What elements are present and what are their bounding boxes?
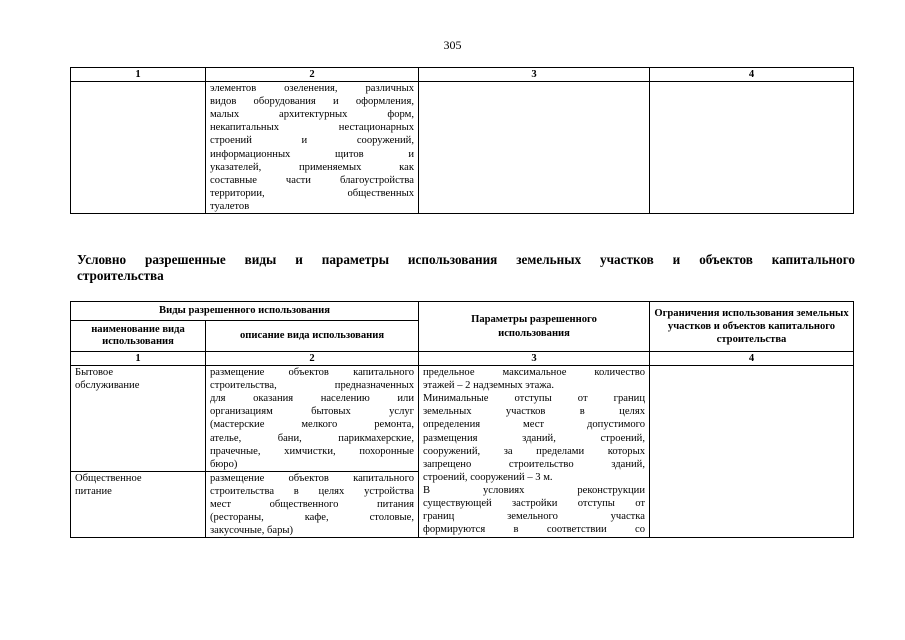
text-line: земельных участков в целях	[423, 406, 645, 418]
use-name: Общественное питание	[71, 471, 206, 537]
text-line: для оказания населению или	[210, 393, 414, 405]
text-line: организациям бытовых услуг	[210, 406, 414, 418]
column-number: 1	[71, 68, 206, 82]
limits-cell	[650, 366, 854, 538]
column-number: 1	[71, 352, 206, 366]
column-number: 3	[419, 352, 650, 366]
header-description: описание вида использования	[206, 321, 419, 352]
column-number: 2	[206, 68, 419, 82]
text-line: составные части благоустройства	[210, 174, 414, 186]
text-line: территории, общественных	[210, 187, 414, 199]
column-number: 4	[650, 352, 854, 366]
text-line: Минимальные отступы от границ	[423, 393, 645, 405]
text-line: бюро)	[210, 458, 238, 470]
header-group: Виды разрешенного использования	[71, 302, 419, 321]
text-line: (мастерские мелкого ремонта,	[210, 419, 414, 431]
params-cell	[419, 366, 650, 538]
heading-line: Условно разрешенные виды и параметры использования земельных участков и объектов капитального	[77, 252, 855, 267]
column-number-row	[71, 352, 854, 366]
use-description	[206, 471, 419, 537]
text-line: информационных щитов и	[210, 148, 414, 160]
text-line: границ земельного участка	[423, 511, 645, 523]
header-limits: Ограничения использования земельных участков и объектов капитального строительства	[650, 302, 854, 352]
description-cell	[206, 82, 419, 214]
text-line: ателье, бани, парикмахерские,	[210, 432, 414, 444]
text-line: сооружений, за пределами которых	[423, 445, 645, 457]
column-number: 2	[206, 352, 419, 366]
text-line: строительства, предназначенных	[210, 380, 414, 392]
text-line: предельное максимальное количество	[423, 367, 645, 379]
text-line: формируются в соответствии со	[423, 524, 645, 536]
text-line: малых архитектурных форм,	[210, 109, 414, 121]
text-line: размещение объектов капитального	[210, 472, 414, 484]
section-heading	[77, 252, 855, 284]
limits-cell	[650, 82, 854, 214]
text-line: некапитальных нестационарных	[210, 122, 414, 134]
page-number: 305	[443, 38, 462, 52]
column-number: 3	[419, 68, 650, 82]
heading-line: строительства	[77, 268, 164, 283]
text-line: определения мест допустимого	[423, 419, 645, 431]
text-line: этажей – 2 надземных этажа.	[423, 380, 554, 392]
text-line: туалетов	[210, 200, 250, 212]
header-name: наименование вида использования	[71, 321, 206, 352]
text-line: мест общественного питания	[210, 499, 414, 511]
column-number-row	[71, 68, 854, 82]
text-line: элементов озеленения, различных	[210, 83, 414, 95]
table-row	[71, 82, 854, 214]
column-number: 4	[650, 68, 854, 82]
text-line: В условиях реконструкции	[423, 484, 645, 496]
params-cell	[419, 82, 650, 214]
text-line: размещение объектов капитального	[210, 367, 414, 379]
header-row	[71, 302, 854, 321]
continuation-table	[70, 67, 854, 214]
text-line: строений, сооружений – 3 м.	[423, 471, 553, 483]
text-line: видов оборудования и оформления,	[210, 96, 414, 108]
use-name: Бытовое обслуживание	[71, 366, 206, 472]
conditional-uses-table	[70, 301, 854, 538]
use-description	[206, 366, 419, 472]
text-line: закусочные, бары)	[210, 525, 294, 537]
text-line: размещения зданий, строений,	[423, 432, 645, 444]
table-row	[71, 366, 854, 472]
text-line: запрещено строительство зданий,	[423, 458, 645, 470]
text-line: строений и сооружений,	[210, 135, 414, 147]
text-line: указателей, применяемых как	[210, 161, 414, 173]
text-line: строительства в целях устройства	[210, 485, 414, 497]
text-line: прачечные, химчистки, похоронные	[210, 445, 414, 457]
name-cell	[71, 82, 206, 214]
header-params: Параметры разрешенного использования	[419, 302, 650, 352]
text-line: существующей застройки отступы от	[423, 498, 645, 510]
text-line: (рестораны, кафе, столовые,	[210, 512, 414, 524]
